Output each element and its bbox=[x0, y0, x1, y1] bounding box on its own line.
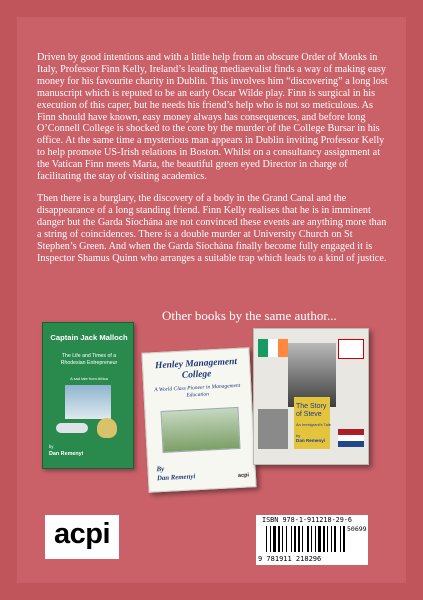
publisher-logo-text: acpi bbox=[53, 518, 111, 550]
irish-flag-image bbox=[258, 339, 288, 357]
barcode-bar bbox=[318, 526, 321, 552]
book-cover-story-of-steve bbox=[253, 328, 369, 465]
book3-subtitle: An Immigrant's Tale bbox=[296, 422, 331, 427]
barcode-bar bbox=[291, 526, 292, 552]
book2-building-image bbox=[160, 407, 240, 453]
book1-subtitle: The Life and Times of a Rhodesian Entrepreneur bbox=[60, 353, 118, 366]
barcode-bars bbox=[266, 526, 360, 556]
book3-title: The Story of Steve bbox=[296, 403, 327, 418]
book1-crest-image bbox=[97, 418, 117, 438]
book1-portrait-image bbox=[65, 385, 111, 419]
book-cover-captain-jack-malloch bbox=[42, 322, 134, 469]
barcode-bar bbox=[307, 526, 309, 552]
book2-author: Dan Remenyi bbox=[156, 473, 196, 483]
barcode-bar bbox=[273, 526, 276, 552]
barcode-bar bbox=[343, 526, 345, 552]
isbn-barcode bbox=[256, 515, 368, 565]
back-cover-blurb bbox=[37, 52, 389, 274]
book2-title: Henley Management College bbox=[154, 356, 238, 381]
barcode-bar bbox=[302, 526, 303, 552]
publisher-logo bbox=[45, 515, 119, 559]
flag-image bbox=[338, 339, 364, 359]
barcode-bar bbox=[278, 526, 280, 552]
book1-by: by bbox=[49, 444, 54, 449]
isbn-label: ISBN 978-1-911218-29-6 bbox=[262, 516, 353, 524]
book3-by: by bbox=[296, 433, 301, 438]
other-books-heading: Other books by the same author... bbox=[162, 308, 337, 323]
book1-author: Dan Remenyi bbox=[49, 451, 84, 457]
barcode-bar bbox=[334, 526, 336, 552]
book3-photo-image bbox=[258, 409, 288, 449]
barcode-bar bbox=[327, 526, 328, 552]
book2-subtitle: A World Class Pioneer in Management Education bbox=[154, 382, 241, 399]
barcode-bar bbox=[294, 526, 296, 552]
book2-publisher: acpi bbox=[237, 472, 250, 480]
book1-plane-image bbox=[56, 423, 88, 433]
book1-title: Captain Jack Malloch bbox=[50, 333, 128, 342]
book1-tagline: A sad tale from Africa bbox=[70, 376, 108, 381]
barcode-bar bbox=[311, 526, 312, 552]
book2-by: By bbox=[156, 464, 165, 474]
blurb-paragraph-2: Then there is a burglary, the discovery of a body in the Grand Canal and the disappearance of a long standing friend. Finn Kelly realises that he is in imminent danger but the Garda Síochána are not convinced these events are anything more than a string of coincidences. There is a double murder at University Church on St Stephen’s Green. And when the Garda Síochána finally become fully engaged it is Inspector Shamus Quinn who arranges a suitable trap which leads to a kind of justice. bbox=[37, 192, 387, 264]
blurb-paragraph-1: Driven by good intentions and with a little help from an obscure Order of Monks in Italy, Professor Finn Kelly, Ireland’s leading mediaevalist finds a way of making easy money for his favourite charity in Dublin. This involves him “discovering” a long lost manuscript which is reputed to be an early Oscar Wilde play. Finn is surgical in his execution of this caper, but he needs his friend’s help who is not so meticulous. As Finn should have known, easy money always has consequences, and before long O’Connell College is shocked to the core by the murder of the College Bursar in his office. At the same time a mysterious man appears in Dublin inviting Professor Kelly to help promote US-Irish relations in Boston. Whilst on a consultancy assignment at the Vatican Finn meets Maria, the beautiful green eyed Director in charge of facilitating the stay of visiting academics. bbox=[37, 52, 388, 183]
barcode-bar bbox=[270, 526, 271, 552]
barcode-bar bbox=[323, 526, 325, 552]
barcode-bar bbox=[282, 526, 283, 552]
barcode-digits: 9 781911 218296 bbox=[258, 555, 322, 563]
barcode-price-code: 50699 bbox=[347, 525, 367, 533]
book3-author: Dan Remenyi bbox=[296, 438, 326, 443]
dutch-flag-image bbox=[338, 429, 364, 447]
barcode-bar bbox=[298, 526, 300, 552]
book-cover-henley-management-college bbox=[141, 347, 256, 492]
barcode-bar bbox=[340, 526, 341, 552]
barcode-bar bbox=[331, 526, 332, 552]
barcode-bar bbox=[315, 526, 316, 552]
barcode-bar bbox=[266, 526, 267, 552]
barcode-bar bbox=[286, 526, 287, 552]
